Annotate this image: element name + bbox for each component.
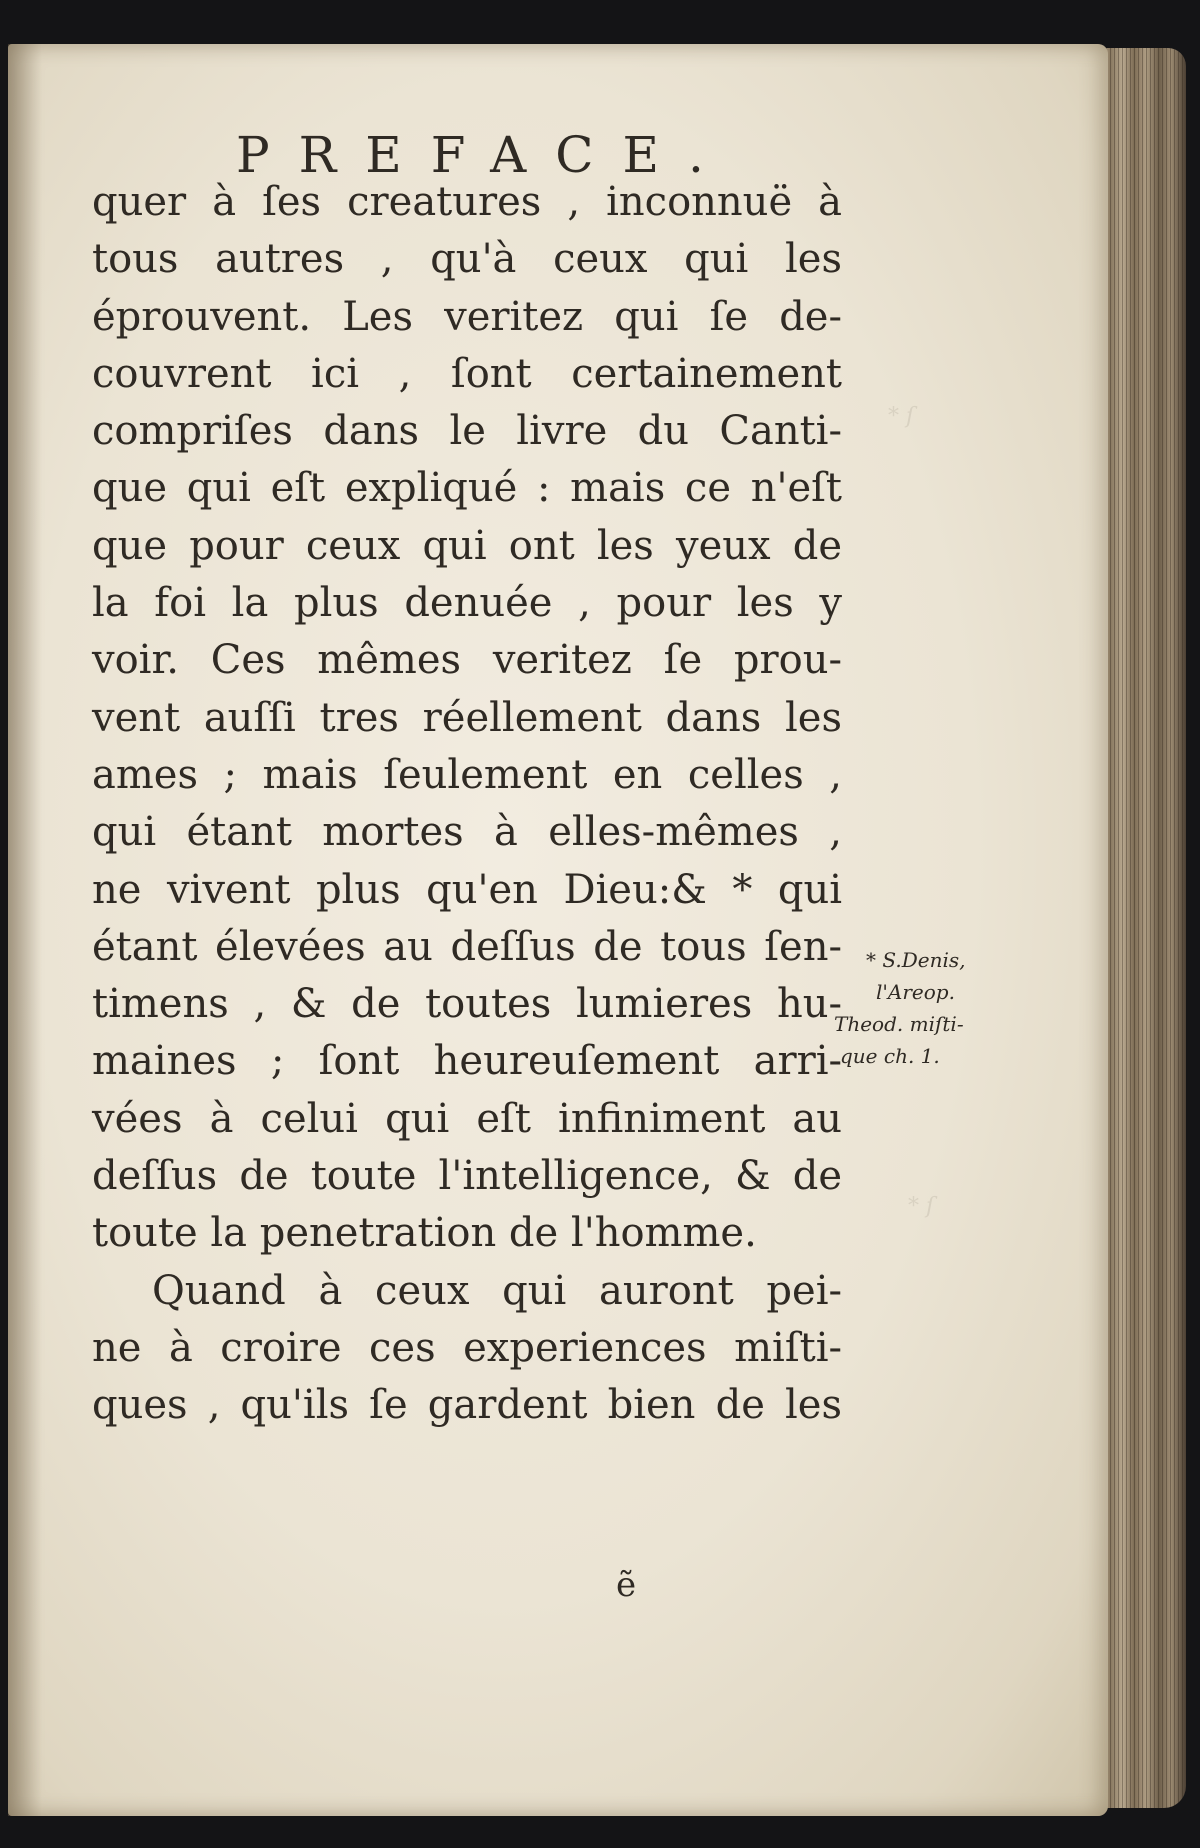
text-line: ne à croire ces experiences miſti- bbox=[92, 1324, 842, 1371]
text-line: qui étant mortes à elles-mêmes , bbox=[92, 809, 842, 856]
show-through-mark: * ſ bbox=[908, 1194, 935, 1219]
text-line: étant élevées au deſſus de tous ſen- bbox=[92, 923, 842, 970]
page-gutter bbox=[8, 44, 42, 1816]
text-line: tous autres , qu'à ceux qui les bbox=[92, 236, 842, 283]
signature-mark: ẽ bbox=[616, 1565, 637, 1605]
marginal-note bbox=[824, 944, 1029, 1072]
text-line: ques , qu'ils ſe gardent bien de les bbox=[92, 1382, 842, 1429]
text-line: voir. Ces mêmes veritez ſe prou- bbox=[92, 637, 842, 684]
text-line: que qui eſt expliqué : mais ce n'eſt bbox=[92, 465, 842, 512]
text-line: maines ; ſont heureuſement arri- bbox=[92, 1038, 842, 1085]
text-line: que pour ceux qui ont les yeux de bbox=[92, 522, 842, 569]
text-line: toute la penetration de l'homme. bbox=[92, 1210, 757, 1257]
show-through-mark: * ſ bbox=[888, 404, 915, 429]
text-line: la foi la plus denuée , pour les y bbox=[92, 580, 842, 627]
marginal-note-line: l'Areop. bbox=[876, 980, 955, 1004]
text-line: ne vivent plus qu'en Dieu:& * qui bbox=[92, 866, 842, 913]
text-line: vées à celui qui eſt infiniment au bbox=[92, 1095, 842, 1142]
text-line: deſſus de toute l'intelligence, & de bbox=[92, 1153, 842, 1200]
text-line: quer à ſes creatures , inconnuë à bbox=[92, 179, 842, 225]
text-line: ames ; mais ſeulement en celles , bbox=[92, 751, 842, 798]
text-line: vent auſſi tres réellement dans les bbox=[92, 694, 842, 741]
marginal-note-line: que ch. 1. bbox=[840, 1044, 940, 1068]
text-line: timens , & de toutes lumieres hu- bbox=[92, 981, 842, 1028]
text-line: compriſes dans le livre du Canti- bbox=[92, 408, 842, 455]
marginal-note-line: * S.Denis, bbox=[866, 948, 966, 972]
body-text bbox=[92, 174, 842, 1435]
marginal-note-line: Theod. miſti- bbox=[834, 1012, 964, 1036]
text-line: éprouvent. Les veritez qui ſe de- bbox=[92, 293, 842, 340]
text-line: couvrent ici , ſont certainement bbox=[92, 350, 842, 397]
text-line: Quand à ceux qui auront pei- bbox=[152, 1267, 842, 1314]
running-head: PREFACE. bbox=[236, 126, 733, 184]
